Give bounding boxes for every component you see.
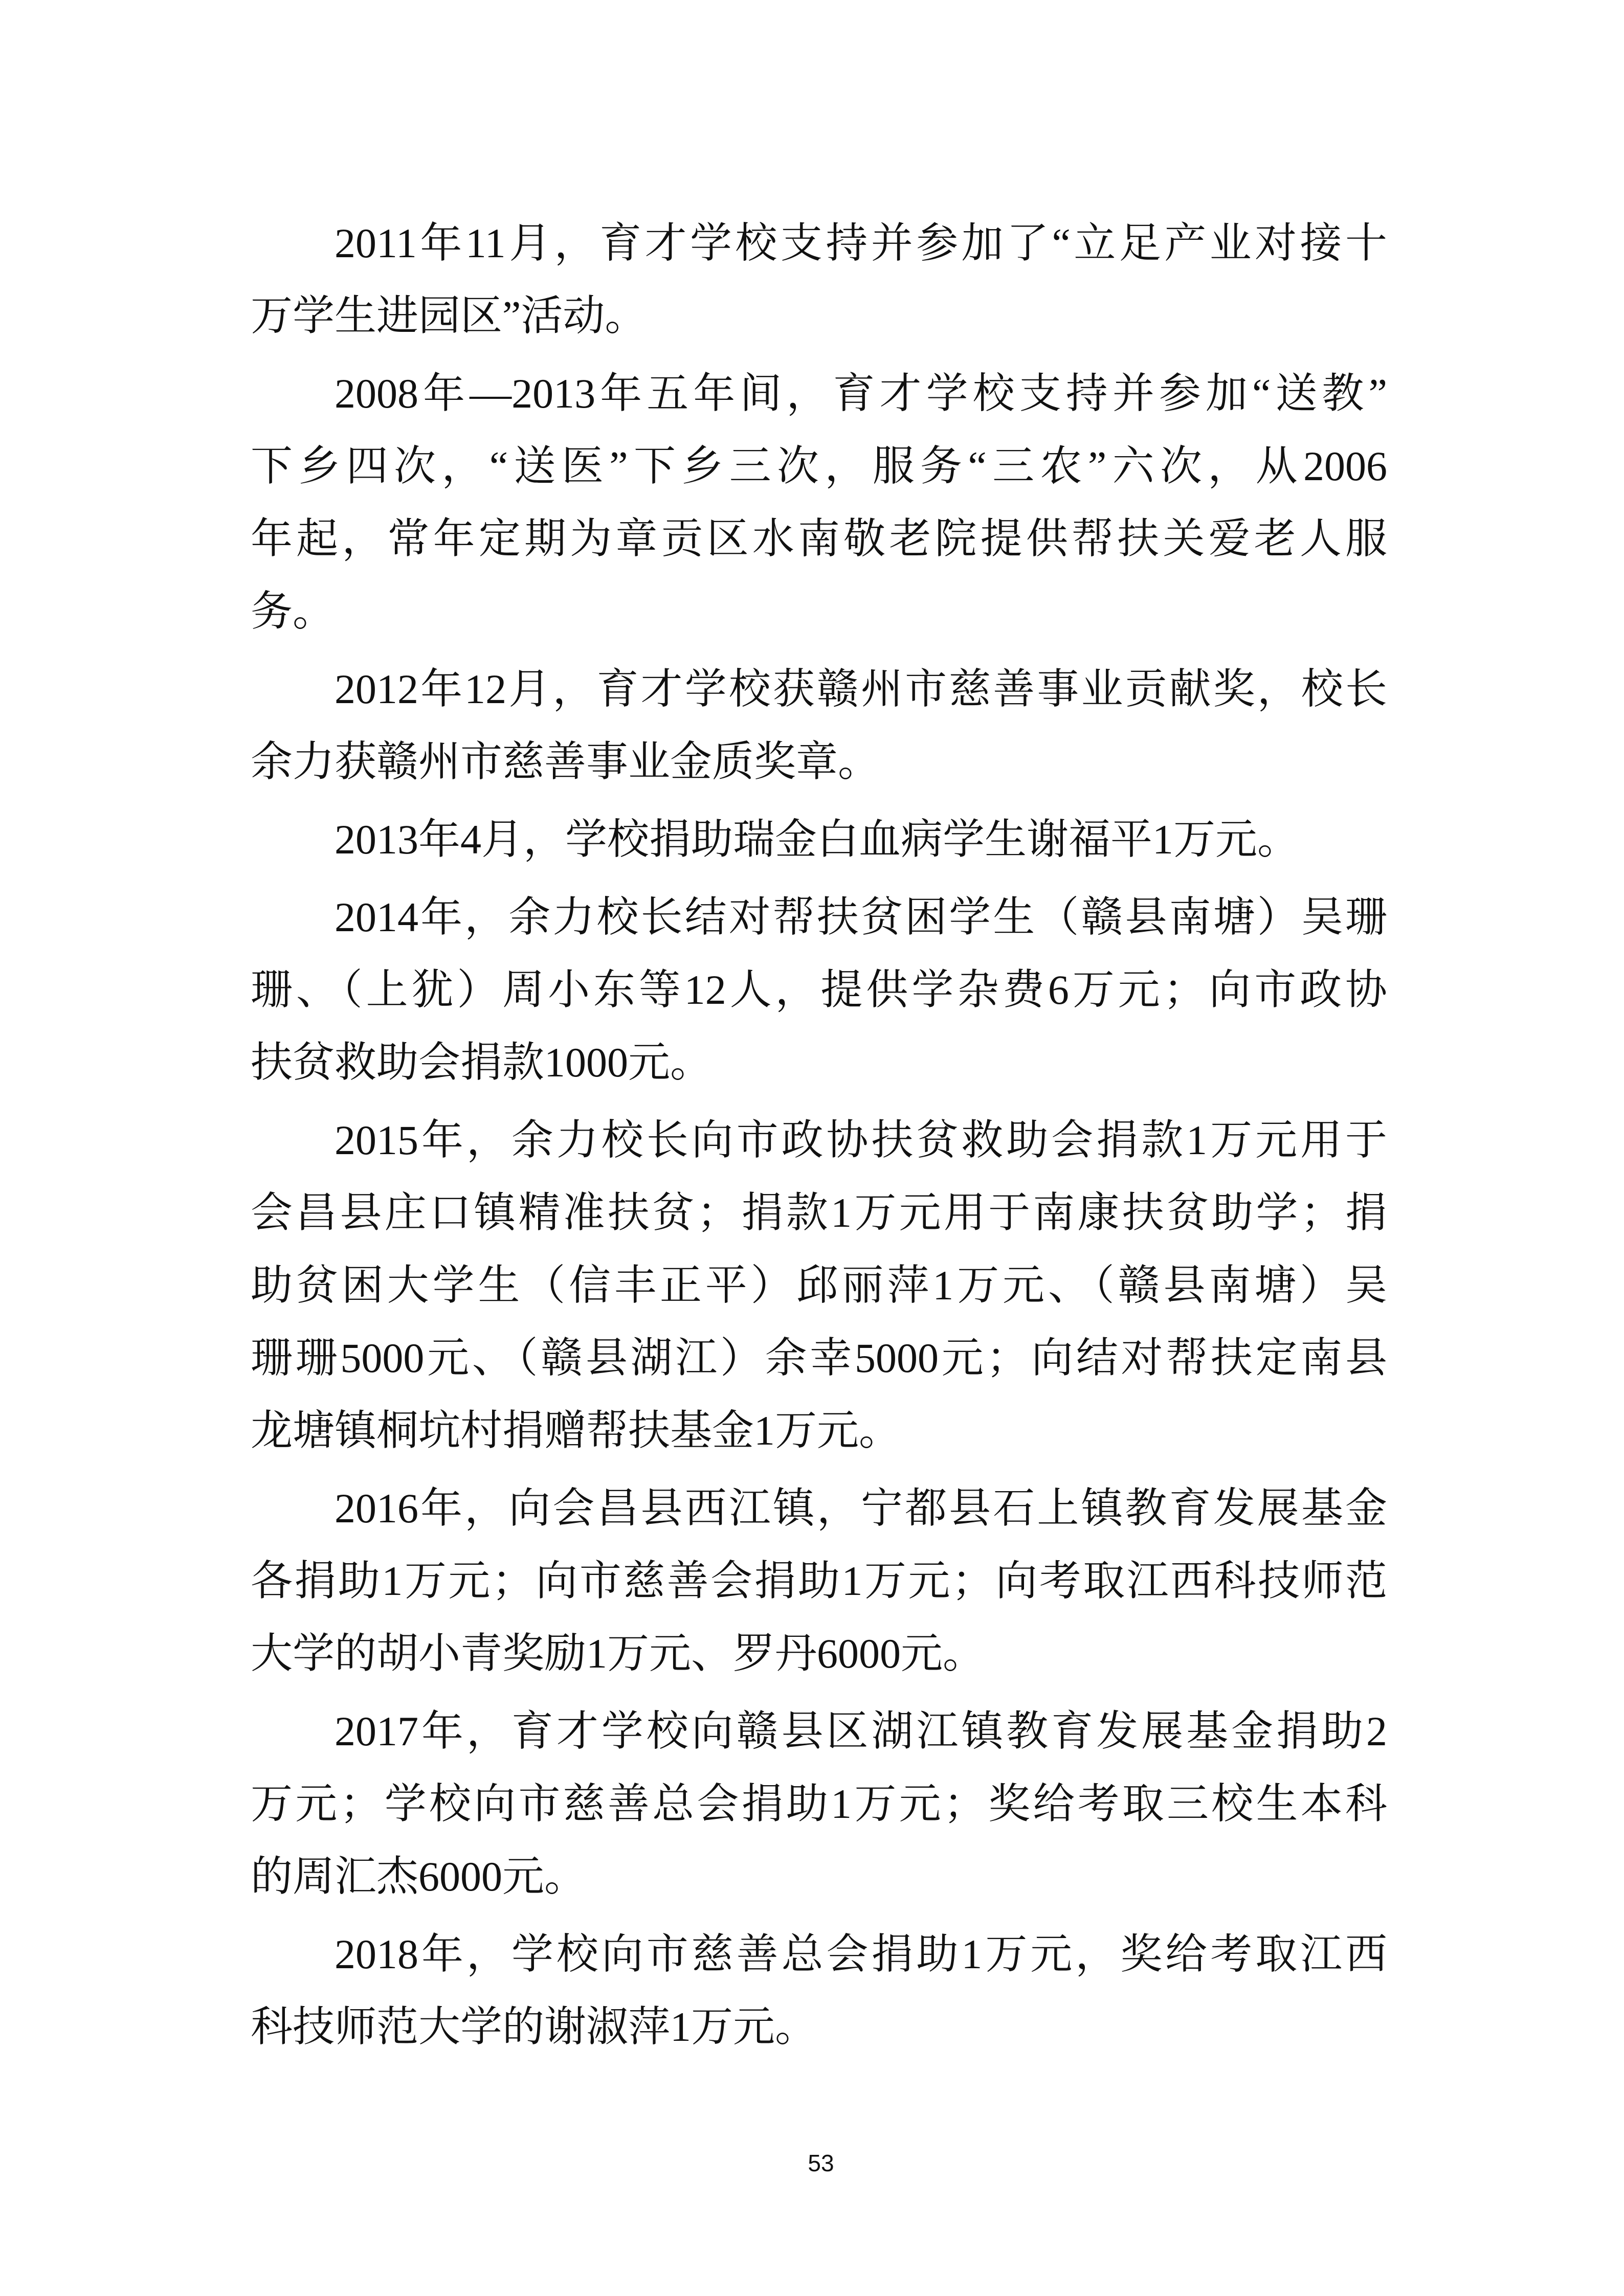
paragraph-2014-aid [251,881,1387,1099]
text-line: 2016年，向会昌县西江镇，宁都县石上镇教育发展基金 [335,1485,1387,1532]
text-line: 各捐助1万元；向市慈善会捐助1万元；向考取江西科技师范 [251,1558,1387,1604]
text-line: 年起，常年定期为章贡区水南敬老院提供帮扶关爱老人服 [251,515,1387,562]
paragraph-2008-2013-services [251,357,1387,648]
paragraph-2013-donation [251,803,1387,876]
text-line: 的周汇杰6000元。 [251,1853,587,1900]
text-line: 2013年4月，学校捐助瑞金白血病学生谢福平1万元。 [335,816,1300,863]
paragraph-2016-donations [251,1472,1387,1690]
paragraph-2015-aid [251,1104,1387,1467]
text-line: 2015年，余力校长向市政协扶贫救助会捐款1万元用于 [335,1117,1387,1163]
paragraph-2012-award [251,653,1387,798]
text-line: 龙塘镇桐坑村捐赠帮扶基金1万元。 [251,1407,901,1454]
text-line: 大学的胡小青奖励1万元、罗丹6000元。 [251,1630,985,1677]
text-line: 万学生进园区”活动。 [251,292,647,339]
text-line: 2011年11月，育才学校支持并参加了“立足产业对接十 [335,220,1387,266]
text-line: 下乡四次，“送医”下乡三次，服务“三农”六次，从2006 [251,443,1387,489]
text-line: 余力获赣州市慈善事业金质奖章。 [251,738,880,785]
text-line: 助贫困大学生（信丰正平）邱丽萍1万元、（赣县南塘）吴 [251,1262,1387,1309]
text-line: 2018年，学校向市慈善总会捐助1万元，奖给考取江西 [335,1931,1387,1977]
text-line: 会昌县庄口镇精准扶贫；捐款1万元用于南康扶贫助学；捐 [251,1189,1387,1236]
text-line: 万元；学校向市慈善总会捐助1万元；奖给考取三校生本科 [251,1781,1387,1827]
page-number: 53 [808,2150,834,2176]
paragraph-2018-donations [251,1918,1387,2063]
text-line: 2012年12月，育才学校获赣州市慈善事业贡献奖，校长 [335,666,1387,712]
paragraph-2011-activity [251,207,1387,352]
paragraph-2017-donations [251,1695,1387,1913]
text-line: 扶贫救助会捐款1000元。 [251,1039,713,1086]
document-body [251,207,1387,2068]
text-line: 2017年，育才学校向赣县区湖江镇教育发展基金捐助2 [335,1708,1387,1754]
text-line: 务。 [251,588,335,635]
text-line: 珊、（上犹）周小东等12人，提供学杂费6万元；向市政协 [251,966,1387,1013]
text-line: 2008年—2013年五年间，育才学校支持并参加“送教” [335,370,1387,417]
text-line: 科技师范大学的谢淑萍1万元。 [251,2004,817,2050]
text-line: 珊珊5000元、（赣县湖江）余幸5000元；向结对帮扶定南县 [251,1335,1387,1381]
text-line: 2014年，余力校长结对帮扶贫困学生（赣县南塘）吴珊 [335,894,1387,940]
